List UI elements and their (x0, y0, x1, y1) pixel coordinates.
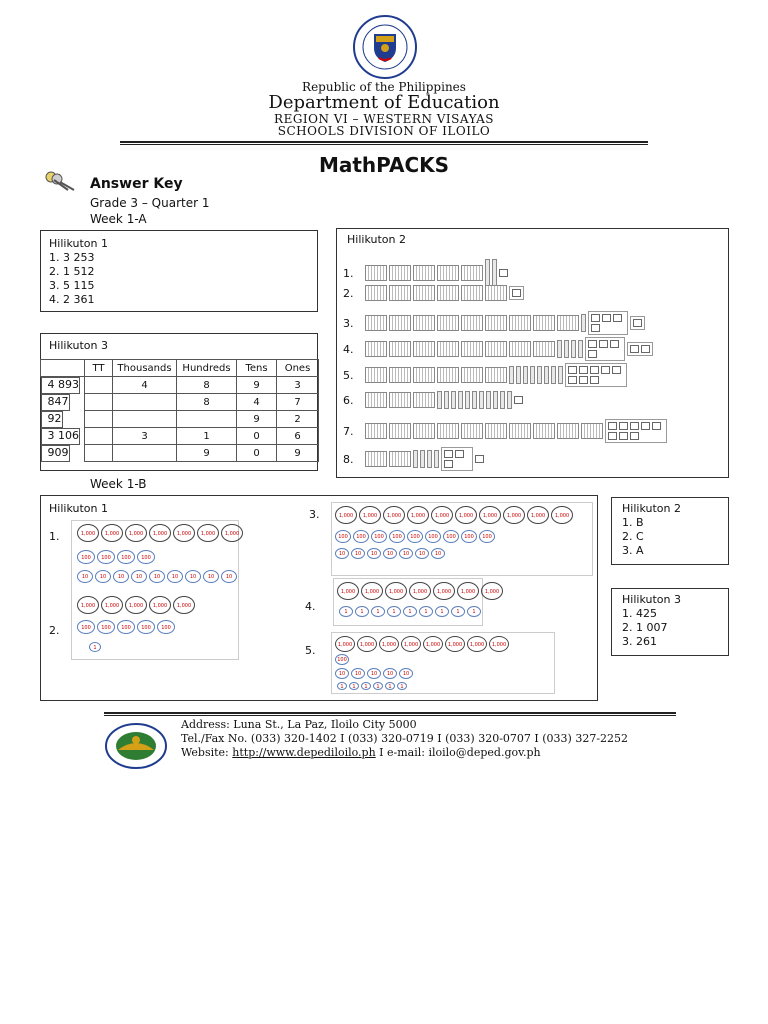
coin-row (89, 642, 101, 652)
item-number: 3. (309, 508, 320, 521)
table-cell: 9 (237, 411, 277, 428)
department-title: Department of Education (268, 92, 500, 113)
answer-item: 1. B (622, 516, 644, 529)
item-number: 1. (49, 530, 60, 543)
table-cell (85, 428, 113, 445)
division-text: SCHOOLS DIVISION OF ILOILO (277, 124, 491, 138)
item-number: 8. (343, 452, 354, 466)
address-line: Address: Luna St., La Paz, Iloilo City 5000 (181, 718, 417, 731)
table-cell: 1 (177, 428, 237, 445)
week-1a-label: Week 1-A (90, 212, 147, 226)
block-row (343, 391, 523, 409)
coin-ten: 10 (113, 570, 129, 583)
web-line (181, 746, 628, 760)
answer-item: 3. A (622, 544, 644, 557)
coin-ten: 10 (367, 668, 381, 679)
coin-hundred: 100 (371, 530, 387, 543)
coin-hundred: 100 (407, 530, 423, 543)
coin-row (77, 524, 243, 542)
coin-thousand: 1,000 (173, 596, 195, 614)
coin-ten: 10 (383, 548, 397, 559)
coin-row (77, 550, 155, 564)
coin-hundred: 100 (97, 620, 115, 634)
coin-thousand: 1,000 (383, 506, 405, 524)
coin-row (335, 530, 495, 543)
website-link[interactable]: http://www.depediloilo.ph (232, 746, 376, 759)
block-row (343, 285, 524, 301)
table-cell: 8 (177, 377, 237, 394)
coin-ten: 10 (383, 668, 397, 679)
coin-thousand: 1,000 (433, 582, 455, 600)
coin-ten: 10 (185, 570, 201, 583)
table-cell: 847 (41, 394, 70, 411)
coin-hundred: 100 (97, 550, 115, 564)
coin-one: 1 (419, 606, 433, 617)
block-row (343, 259, 508, 287)
coin-thousand: 1,000 (385, 582, 407, 600)
item-number: 4. (305, 600, 316, 613)
header-divider-thin (120, 144, 648, 145)
hilikuton-label: Hilikuton 3 (49, 339, 108, 352)
column-header (41, 360, 85, 377)
column-header: Ones (277, 360, 319, 377)
coin-hundred: 100 (137, 550, 155, 564)
coin-thousand: 1,000 (551, 506, 573, 524)
hilikuton-2a-box (336, 228, 729, 478)
table-cell: 3 (113, 428, 177, 445)
coin-thousand: 1,000 (401, 636, 421, 652)
item-number: 5. (305, 644, 316, 657)
coin-ten: 10 (335, 548, 349, 559)
hilikuton-label: Hilikuton 3 (622, 593, 681, 606)
coin-thousand: 1,000 (361, 582, 383, 600)
table-row (41, 411, 319, 428)
hilikuton-2b-box (611, 497, 729, 565)
table-cell (113, 445, 177, 462)
coin-thousand: 1,000 (481, 582, 503, 600)
deped-seal-icon (352, 14, 418, 80)
table-cell (85, 411, 113, 428)
item-number: 7. (343, 424, 354, 438)
coin-ten: 10 (399, 668, 413, 679)
grade-quarter: Grade 3 – Quarter 1 (90, 196, 210, 210)
item-number: 1. (343, 266, 354, 280)
website-label: Website: (181, 746, 233, 759)
coin-ten: 10 (335, 668, 349, 679)
item-number: 2. (49, 624, 60, 637)
page-title: MathPACKS (318, 153, 450, 177)
coin-thousand: 1,000 (489, 636, 509, 652)
email-text: I e-mail: iloilo@deped.gov.ph (375, 746, 541, 759)
coin-ten: 10 (167, 570, 183, 583)
coin-ten: 10 (95, 570, 111, 583)
table-cell: 2 (277, 411, 319, 428)
coin-hundred: 100 (335, 530, 351, 543)
table-row (41, 445, 319, 462)
answer-item: 4. 2 361 (49, 293, 95, 306)
coin-row (335, 548, 445, 559)
coin-one: 1 (355, 606, 369, 617)
coin-ten: 10 (367, 548, 381, 559)
coin-row (77, 570, 237, 583)
answer-item: 1. 3 253 (49, 251, 95, 264)
coin-thousand: 1,000 (409, 582, 431, 600)
coin-thousand: 1,000 (197, 524, 219, 542)
table-cell (113, 394, 177, 411)
hilikuton-label: Hilikuton 2 (347, 233, 406, 246)
table-cell (85, 394, 113, 411)
column-header: TT (85, 360, 113, 377)
header-divider (120, 141, 648, 143)
table-row (41, 377, 319, 394)
division-seal-icon (104, 722, 168, 770)
coin-ten: 10 (131, 570, 147, 583)
coin-thousand: 1,000 (431, 506, 453, 524)
coin-one: 1 (339, 606, 353, 617)
coin-thousand: 1,000 (335, 636, 355, 652)
block-row (343, 363, 627, 387)
coin-hundred: 100 (77, 620, 95, 634)
block-row (343, 337, 653, 361)
table-cell: 909 (41, 445, 70, 462)
coin-hundred: 100 (443, 530, 459, 543)
item-number: 6. (343, 393, 354, 407)
coin-ten: 10 (351, 668, 365, 679)
coin-thousand: 1,000 (407, 506, 429, 524)
coin-ten: 10 (351, 548, 365, 559)
table-cell: 4 (113, 377, 177, 394)
coin-thousand: 1,000 (467, 636, 487, 652)
coin-one: 1 (403, 606, 417, 617)
coin-hundred: 100 (479, 530, 495, 543)
coin-thousand: 1,000 (221, 524, 243, 542)
block-row (343, 447, 484, 471)
coin-row (335, 506, 573, 524)
coin-thousand: 1,000 (149, 524, 171, 542)
column-header: Thousands (113, 360, 177, 377)
coin-row (335, 654, 349, 665)
answer-item: 3. 5 115 (49, 279, 95, 292)
republic-text: Republic of the Philippines (302, 80, 466, 94)
coin-row (337, 682, 407, 690)
footer-contact (181, 718, 628, 760)
coin-ten: 10 (399, 548, 413, 559)
keys-icon (44, 170, 76, 192)
coin-thousand: 1,000 (77, 524, 99, 542)
coin-hundred: 100 (353, 530, 369, 543)
coin-thousand: 1,000 (379, 636, 399, 652)
coin-one: 1 (89, 642, 101, 652)
coin-ten: 10 (431, 548, 445, 559)
coin-thousand: 1,000 (455, 506, 477, 524)
table-cell: 0 (237, 428, 277, 445)
table-cell (85, 445, 113, 462)
answer-key-heading: Answer Key (90, 176, 183, 192)
coin-ten: 10 (77, 570, 93, 583)
tel-line: Tel./Fax No. (033) 320-1402 I (033) 320-0719 I (033) 320-0707 I (033) 327-2252 (181, 732, 629, 745)
coin-one: 1 (451, 606, 465, 617)
coin-hundred: 100 (117, 620, 135, 634)
coin-thousand: 1,000 (503, 506, 525, 524)
coin-hundred: 100 (389, 530, 405, 543)
table-row (41, 394, 319, 411)
table-cell (85, 377, 113, 394)
coin-ten: 10 (203, 570, 219, 583)
coin-one: 1 (385, 682, 395, 690)
table-cell: 9 (177, 445, 237, 462)
place-value-table (40, 359, 319, 462)
coin-thousand: 1,000 (359, 506, 381, 524)
coin-thousand: 1,000 (423, 636, 443, 652)
table-cell (177, 411, 237, 428)
coin-hundred: 100 (425, 530, 441, 543)
block-row (343, 419, 667, 443)
coin-thousand: 1,000 (173, 524, 195, 542)
coin-thousand: 1,000 (149, 596, 171, 614)
table-cell (113, 411, 177, 428)
table-cell: 8 (177, 394, 237, 411)
coin-hundred: 100 (461, 530, 477, 543)
table-cell: 9 (237, 377, 277, 394)
coin-hundred: 100 (137, 620, 155, 634)
coin-row (77, 596, 195, 614)
table-cell: 4 (237, 394, 277, 411)
footer-divider-thin (104, 715, 676, 716)
coin-thousand: 1,000 (335, 506, 357, 524)
table-cell: 4 893 (41, 377, 81, 394)
table-cell: 7 (277, 394, 319, 411)
table-row (41, 428, 319, 445)
coin-ten: 10 (221, 570, 237, 583)
coin-one: 1 (349, 682, 359, 690)
coin-thousand: 1,000 (479, 506, 501, 524)
coin-thousand: 1,000 (357, 636, 377, 652)
answer-item: 2. 1 007 (622, 621, 668, 634)
coin-one: 1 (361, 682, 371, 690)
coin-row (339, 606, 481, 617)
table-cell: 9 (277, 445, 319, 462)
coin-one: 1 (373, 682, 383, 690)
coin-row (77, 620, 175, 634)
item-number: 2. (343, 286, 354, 300)
coin-thousand: 1,000 (457, 582, 479, 600)
answer-item: 2. 1 512 (49, 265, 95, 278)
answer-item: 2. C (622, 530, 644, 543)
table-cell: 92 (41, 411, 63, 428)
coin-one: 1 (337, 682, 347, 690)
item-number: 3. (343, 316, 354, 330)
coin-thousand: 1,000 (337, 582, 359, 600)
coin-row (335, 668, 413, 679)
table-cell: 3 (277, 377, 319, 394)
table-header-row (41, 360, 319, 377)
hilikuton-label: Hilikuton 2 (622, 502, 681, 515)
coin-hundred: 100 (157, 620, 175, 634)
coin-thousand: 1,000 (125, 596, 147, 614)
column-header: Hundreds (177, 360, 237, 377)
coin-one: 1 (467, 606, 481, 617)
coin-thousand: 1,000 (101, 524, 123, 542)
coin-hundred: 100 (117, 550, 135, 564)
coin-hundred: 100 (335, 654, 349, 665)
coin-thousand: 1,000 (527, 506, 549, 524)
coin-row (337, 582, 503, 600)
region-text: REGION VI – WESTERN VISAYAS (274, 112, 494, 126)
hilikuton-label: Hilikuton 1 (49, 502, 108, 515)
table-cell: 0 (237, 445, 277, 462)
coin-thousand: 1,000 (101, 596, 123, 614)
hilikuton-3b-box (611, 588, 729, 656)
column-header: Tens (237, 360, 277, 377)
coin-thousand: 1,000 (125, 524, 147, 542)
answer-item: 1. 425 (622, 607, 657, 620)
coin-ten: 10 (415, 548, 429, 559)
hilikuton-1a-box (40, 230, 318, 312)
week-1b-label: Week 1-B (90, 477, 147, 491)
coin-hundred: 100 (77, 550, 95, 564)
coin-thousand: 1,000 (77, 596, 99, 614)
coin-thousand: 1,000 (445, 636, 465, 652)
coin-ten: 10 (149, 570, 165, 583)
coin-row (335, 636, 509, 652)
footer-divider (104, 712, 676, 714)
item-number: 5. (343, 368, 354, 382)
hilikuton-1b-box (40, 495, 598, 701)
item-number: 4. (343, 342, 354, 356)
table-cell: 3 106 (41, 428, 81, 445)
table-cell: 6 (277, 428, 319, 445)
coin-one: 1 (397, 682, 407, 690)
coin-one: 1 (435, 606, 449, 617)
hilikuton-label: Hilikuton 1 (49, 237, 108, 250)
coin-one: 1 (371, 606, 385, 617)
answer-item: 3. 261 (622, 635, 657, 648)
block-row (343, 311, 645, 335)
coin-one: 1 (387, 606, 401, 617)
